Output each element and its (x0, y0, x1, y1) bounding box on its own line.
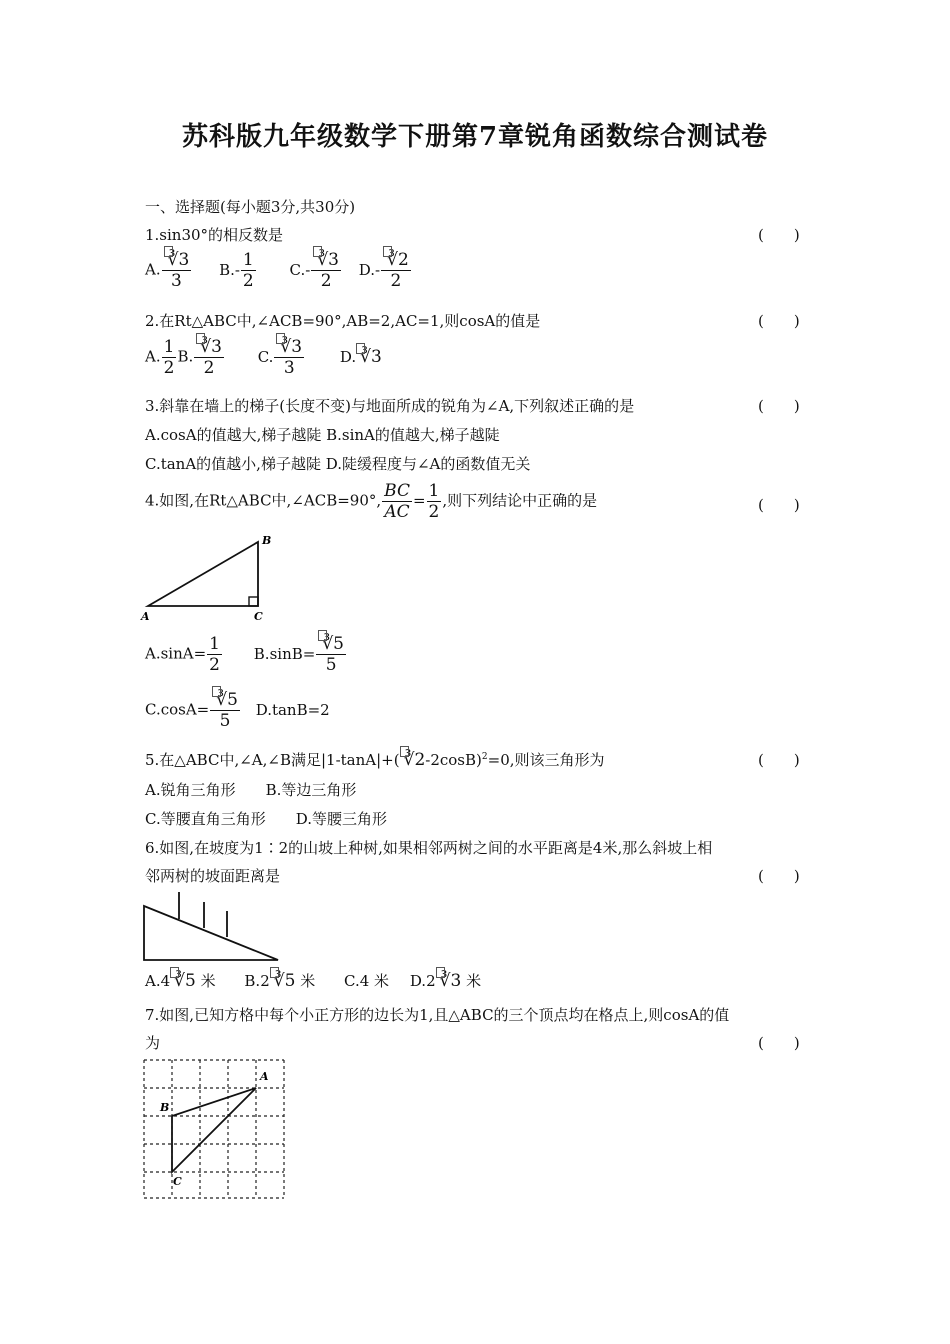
q1-option-c-frac: $\frac{∛3}{2}$ (311, 250, 341, 291)
q3-options-row2: C.tanA的值越小,梯子越陡 D.陡缓程度与∠A的函数值无关 (145, 455, 531, 473)
q7-triangle (172, 1088, 256, 1172)
q6-option-b-label: B.2 (244, 972, 270, 990)
q1-answer-paren: ( ) (758, 226, 800, 244)
q4-options-row2 (145, 690, 330, 731)
q6-stem-line2: 邻两树的坡面距离是 (145, 867, 281, 885)
q6-option-a-label: A.4 (145, 972, 171, 990)
q7-label-b: B (160, 1101, 170, 1114)
q6-stem-line1: 6.如图,在坡度为1∶2的山坡上种树,如果相邻两树之间的水平距离是4米,那么斜坡上相 (145, 839, 713, 857)
q4-right-triangle-figure (138, 532, 278, 626)
q2-option-a-frac: $\frac{1}{2}$ (163, 337, 175, 378)
q2-options (145, 337, 382, 378)
q4-answer-paren: ( ) (758, 496, 800, 514)
q1-option-a-label: A. (145, 260, 161, 279)
q2-option-b-label: B. (177, 347, 194, 366)
q4-triangle (148, 542, 258, 606)
q6-answer-paren: ( ) (758, 867, 800, 885)
q5-options-row1: A.锐角三角形 B.等边三角形 (145, 781, 357, 799)
q1-option-d-frac: $\frac{∛2}{2}$ (381, 250, 411, 291)
q4-options-row1 (145, 634, 347, 675)
q2-option-a-label: A. (145, 347, 161, 366)
q4-option-a-label: A.sinA= (145, 644, 207, 663)
q5-stem: 5.在△ABC中,∠A,∠B满足|1-tanA|+( ∛2-2cosB)$^2$=0,则该三角形为 (145, 749, 605, 770)
q4-stem: 4.如图,在Rt△ABC中,∠ACB=90°, $\frac{BC}{AC}$ = $\frac{1}{2}$ ,则下列结论中正确的是 (145, 481, 598, 522)
q1-option-d-label: D.- (358, 260, 381, 279)
q4-option-b-label: B.sinB= (253, 644, 316, 663)
q7-label-c: C (173, 1175, 182, 1188)
q7-grid-figure (140, 1056, 290, 1204)
q7-label-a: A (260, 1070, 269, 1083)
q1-options (145, 250, 412, 291)
q2-option-c-frac: $\frac{∛3}{3}$ (274, 337, 304, 378)
q1-option-c-label: C.- (289, 260, 311, 279)
q3-options-row1: A.cosA的值越大,梯子越陡 B.sinA的值越大,梯子越陡 (145, 426, 500, 444)
q4-option-b-frac: $\frac{∛5}{5}$ (316, 634, 346, 675)
q4-half-frac: $\frac{1}{2}$ (428, 481, 440, 522)
q7-stem-line1: 7.如图,已知方格中每个小正方形的边长为1,且△ABC的三个顶点均在格点上,则cosA的值 (145, 1006, 730, 1024)
q4-label-a: A (141, 610, 150, 623)
q4-option-a-frac: $\frac{1}{2}$ (209, 634, 220, 675)
q4-ratio-frac: $\frac{BC}{AC}$ (384, 481, 410, 522)
q4-option-c-frac: $\frac{∛5}{5}$ (210, 690, 240, 731)
q1-option-a-frac: $\frac{∛3}{3}$ (162, 250, 192, 291)
q6-slope-triangle (144, 906, 278, 960)
q4-label-b: B (262, 534, 272, 547)
q4-right-angle-mark (249, 597, 258, 606)
q3-answer-paren: ( ) (758, 397, 800, 415)
q6-slope-figure (138, 890, 288, 962)
q1-option-b-frac: $\frac{1}{2}$ (242, 250, 254, 291)
q4-option-d: D.tanB=2 (255, 700, 330, 719)
q7-stem-line2: 为 (145, 1034, 161, 1052)
q2-stem: 2.在Rt△ABC中,∠ACB=90°,AB=2,AC=1,则cosA的值是 (145, 312, 541, 330)
q5-answer-paren: ( ) (758, 751, 800, 769)
q5-options-row2: C.等腰直角三角形 D.等腰三角形 (145, 810, 387, 828)
q4-label-c: C (254, 610, 263, 623)
q2-option-d-label: D. (339, 347, 357, 366)
q3-stem: 3.斜靠在墙上的梯子(长度不变)与地面所成的锐角为∠A,下列叙述正确的是 (145, 397, 635, 415)
q1-stem: 1.sin30°的相反数是 (145, 226, 284, 244)
q6-option-d-label: D.2 (409, 972, 436, 990)
q2-option-b-frac: $\frac{∛3}{2}$ (194, 337, 224, 378)
section-heading: 一、选择题(每小题3分,共30分) (145, 198, 356, 216)
q4-option-c-label: C.cosA= (145, 700, 210, 719)
q1-option-b-label: B.- (219, 260, 240, 279)
q2-answer-paren: ( ) (758, 312, 800, 330)
page-title: 苏科版九年级数学下册第7章锐角函数综合测试卷 (181, 122, 769, 152)
q6-option-c: C.4 米 (344, 972, 390, 990)
q6-options: A.4 ∛5 米 B.2 ∛5 米 C.4 米 D.2 ∛3 米 (145, 970, 481, 991)
q2-option-d-root: ∛3 (356, 347, 382, 367)
q2-option-c-label: C. (257, 347, 274, 366)
q7-answer-paren: ( ) (758, 1034, 800, 1052)
